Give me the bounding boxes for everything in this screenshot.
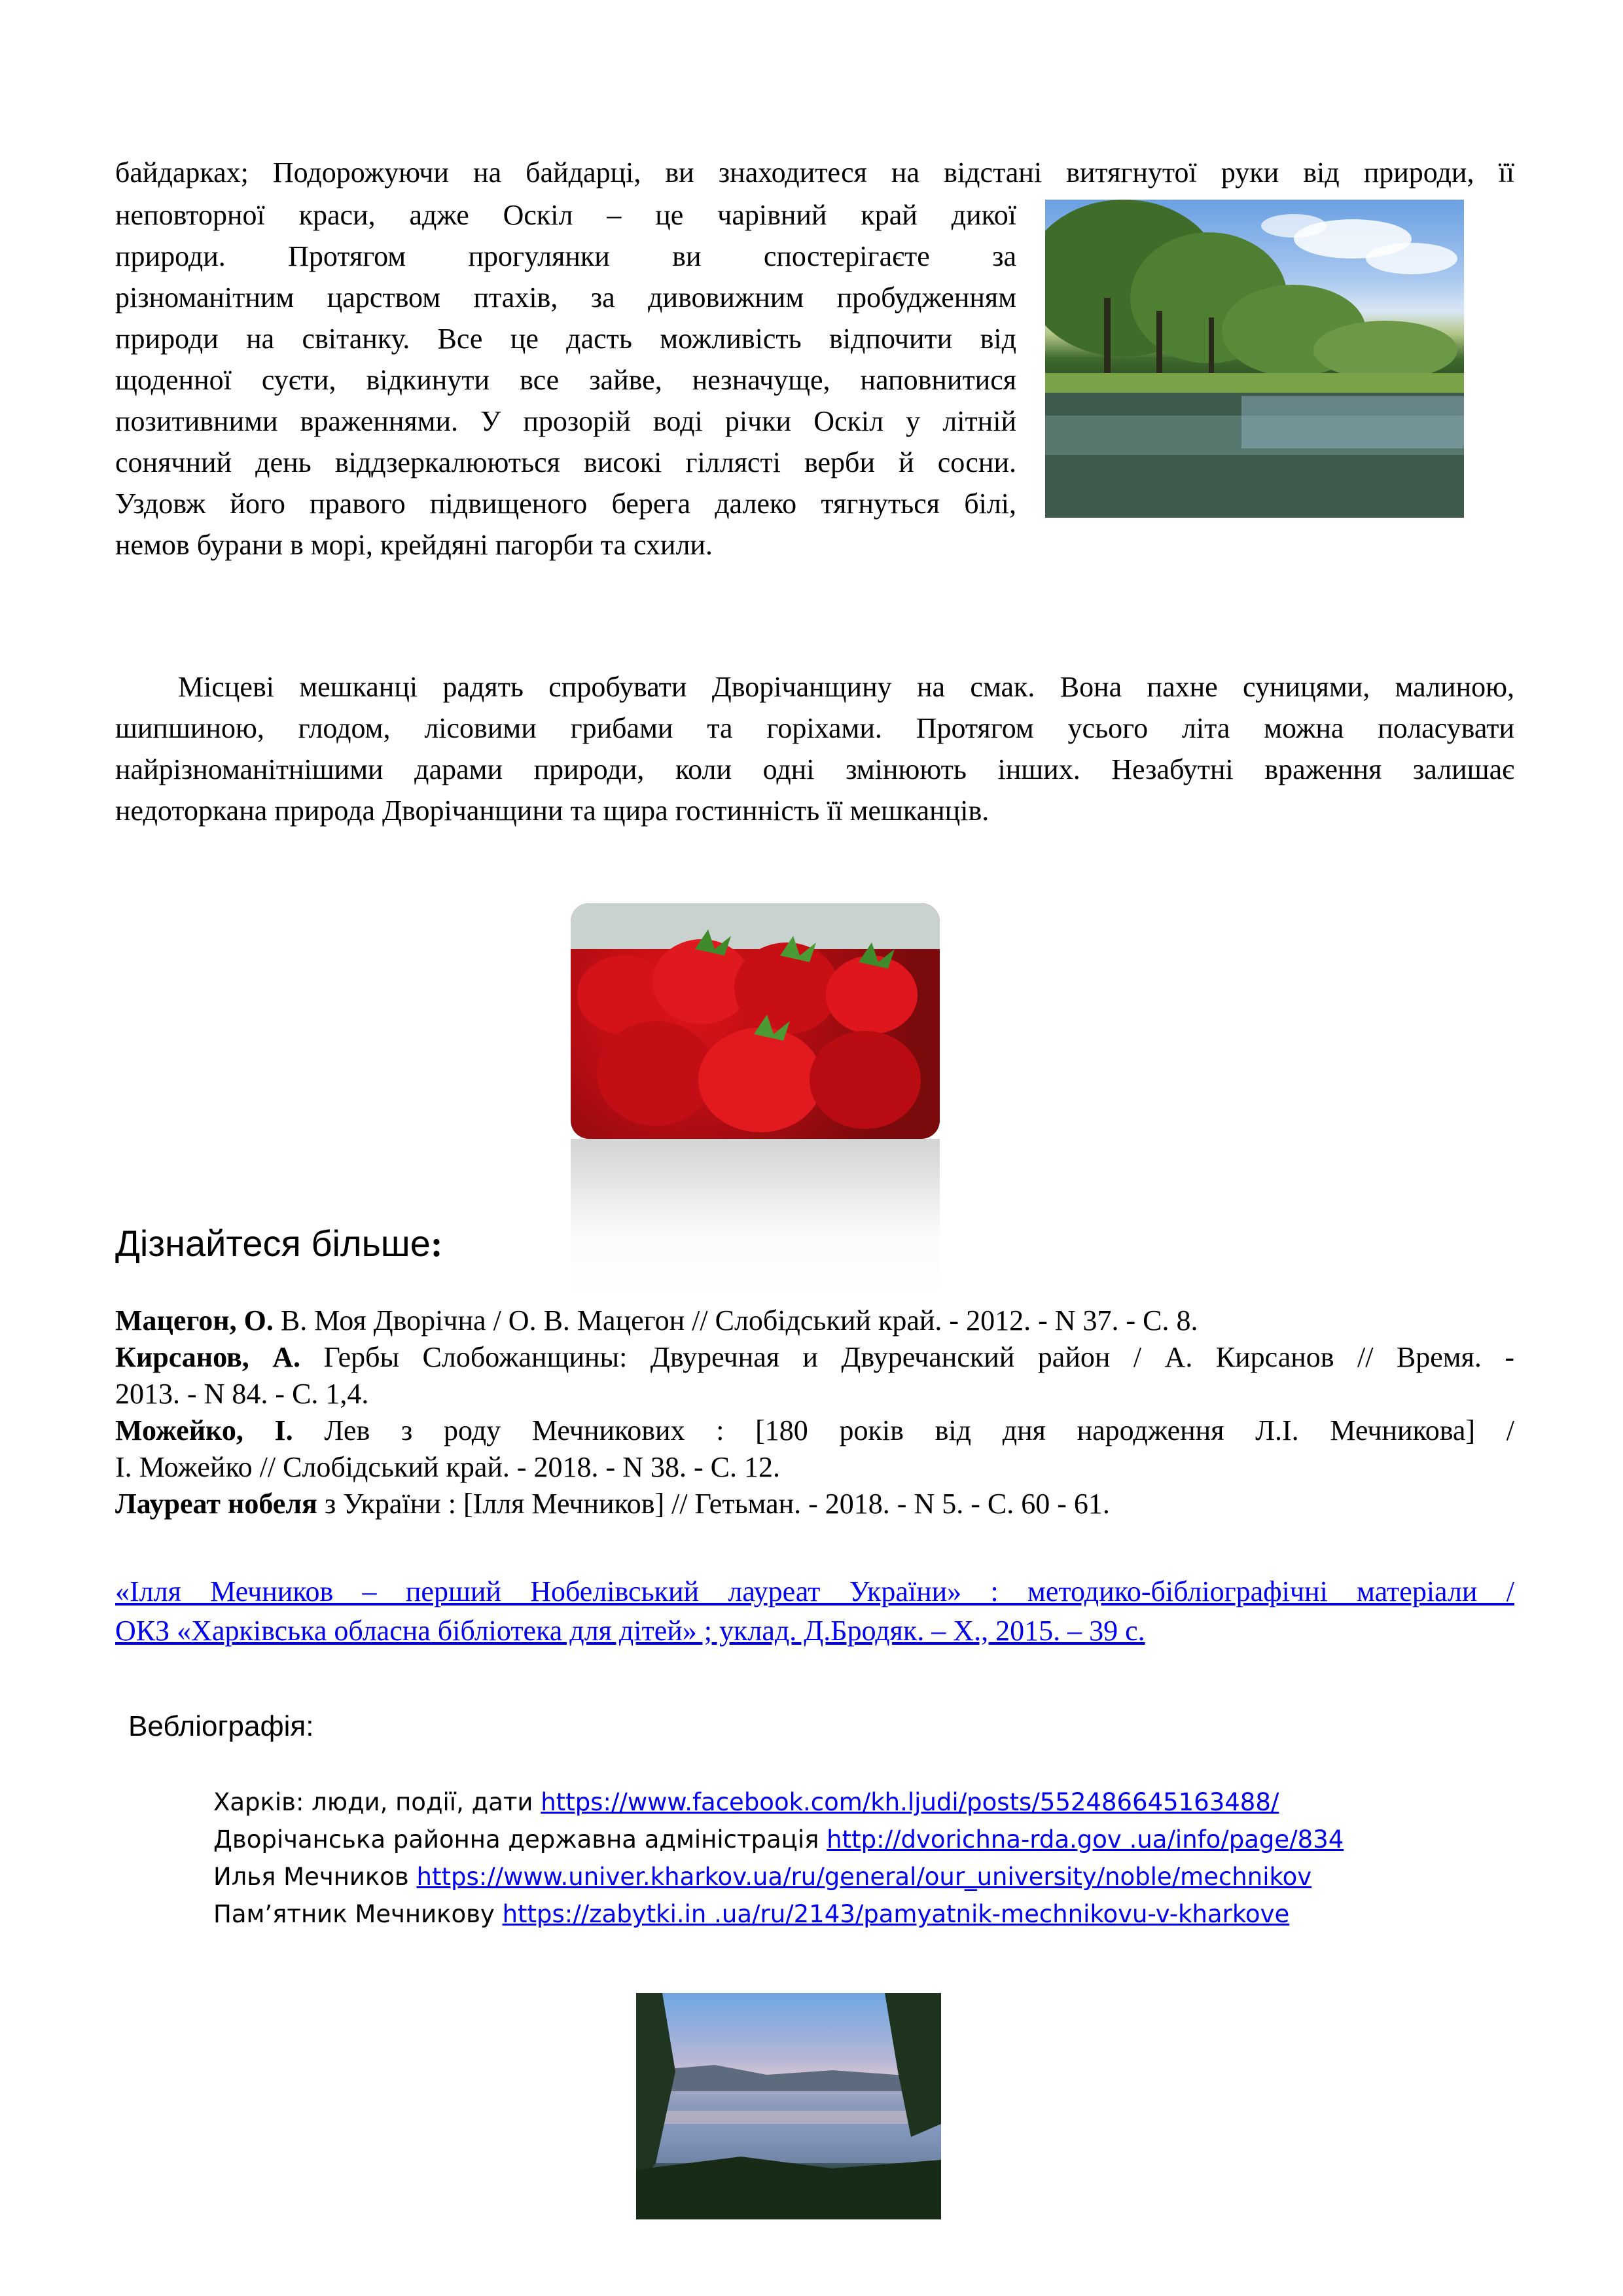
text-line: сонячний день віддзеркалюються високі гіллясті верби й сосни. [115,446,1016,478]
webliography-label: Пам’ятник Мечникову [213,1900,503,1928]
text-line: різноманітним царством птахів, за дивовижним пробудженням [115,281,1016,314]
webliography-label: Дворічанська районна державна адміністрація [213,1825,827,1854]
strawberries-reflection [571,1139,940,1296]
bibliography-list [115,1302,1514,1522]
document-link-line-2[interactable]: ОКЗ «Харківська обласна бібліотека для дітей» ; уклад. Д.Бродяк. – Х., 2015. – 39 с. [115,1615,1145,1647]
document-link-line-1[interactable]: «Ілля Мечников – перший Нобелівський лауреат України» : методико-бібліографічні матеріали / [115,1575,1514,1607]
webliography-list [213,1784,1344,1933]
lake-sunset-photo [636,1993,941,2219]
webliography-item [213,1821,1344,1858]
river-photo [1045,200,1464,518]
webliography-link[interactable]: https://www.univer.kharkov.ua/ru/general/our_university/noble/mechnikov [416,1863,1312,1891]
text-line: природи на світанку. Все це дасть можливість відпочити від [115,323,1016,355]
bib-item [115,1302,1514,1339]
text-line: Місцеві мешканці радять спробувати Дворічанщину на смак. Вона пахне суницями, малиною, [178,671,1514,703]
section-heading [115,1221,443,1267]
bib-author: Лауреат нобеля [115,1488,317,1520]
bib-item [115,1339,1514,1376]
bib-item [115,1486,1514,1522]
document-link[interactable] [115,1572,1514,1651]
text-line: щоденної суєти, відкинути все зайве, незначуще, наповнитися [115,364,1016,396]
webliography-item [213,1784,1344,1821]
bib-text: В. Моя Дворічна / О. В. Мацегон // Слобідський край. - 2012. - N 37. - С. 8. [273,1304,1198,1336]
webliography-item [213,1895,1344,1933]
heading-text: Дізнайтеся більше [115,1223,431,1264]
bib-author: Мацегон, О. [115,1304,274,1336]
text-line: Уздовж його правого підвищеного берега далеко тягнуться білі, [115,488,1016,520]
paragraph-1-first-line: байдарках; Подорожуючи на байдарці, ви знаходитеся на відстані витягнутої руки від природи, її [115,156,1514,188]
bib-text: з України : [Ілля Мечников] // Гетьман. - 2018. - N 5. - С. 60 - 61. [317,1488,1110,1520]
bib-item-continuation: І. Можейко // Слобідський край. - 2018. - N 38. - С. 12. [115,1451,780,1483]
paragraph-1 [115,194,1016,565]
text-line: природи. Протягом прогулянки ви спостерігаєте за [115,240,1016,272]
text-line: неповторної краси, адже Оскіл – це чарівний край дикої [115,199,1016,231]
webliography-title: Вебліографія: [128,1710,314,1742]
webliography-link[interactable]: http://dvorichna-rda.gov .ua/info/page/834 [827,1825,1344,1854]
strawberries-photo [571,903,940,1139]
bib-author: Можейко, І. [115,1414,293,1446]
text-line: позитивними враженнями. У прозорій воді річки Оскіл у літній [115,405,1016,437]
text-line: найрізноманітнішими дарами природи, коли одні змінюють інших. Незабутні враження залишає [115,753,1514,785]
heading-colon: : [430,1224,443,1265]
text-line: шипшиною, глодом, лісовими грибами та горіхами. Протягом усього літа можна поласувати [115,712,1514,744]
bib-text: Гербы Слобожанщины: Двуречная и Двуречанский район / А. Кирсанов // Время. - [300,1341,1514,1373]
text-line: немов бурани в морі, крейдяні пагорби та схили. [115,529,713,561]
paragraph-2 [115,666,1514,831]
text-line: недоторкана природа Дворічанщини та щира гостинність її мешканців. [115,795,990,827]
webliography-label: Илья Мечников [213,1863,417,1891]
bib-author: Кирсанов, А. [115,1341,301,1373]
bib-text: Лев з роду Мечникових : [180 років від дня народження Л.І. Мечникова] / [293,1414,1515,1446]
webliography-item [213,1858,1344,1895]
webliography-label: Харків: люди, події, дати [213,1788,541,1816]
bib-item-continuation: 2013. - N 84. - С. 1,4. [115,1378,369,1410]
webliography-link[interactable]: https://zabytki.in .ua/ru/2143/pamyatnik-mechnikovu-v-kharkove [502,1900,1290,1928]
webliography-link[interactable]: https://www.facebook.com/kh.ljudi/posts/552486645163488/ [541,1788,1279,1816]
bib-item [115,1412,1514,1449]
